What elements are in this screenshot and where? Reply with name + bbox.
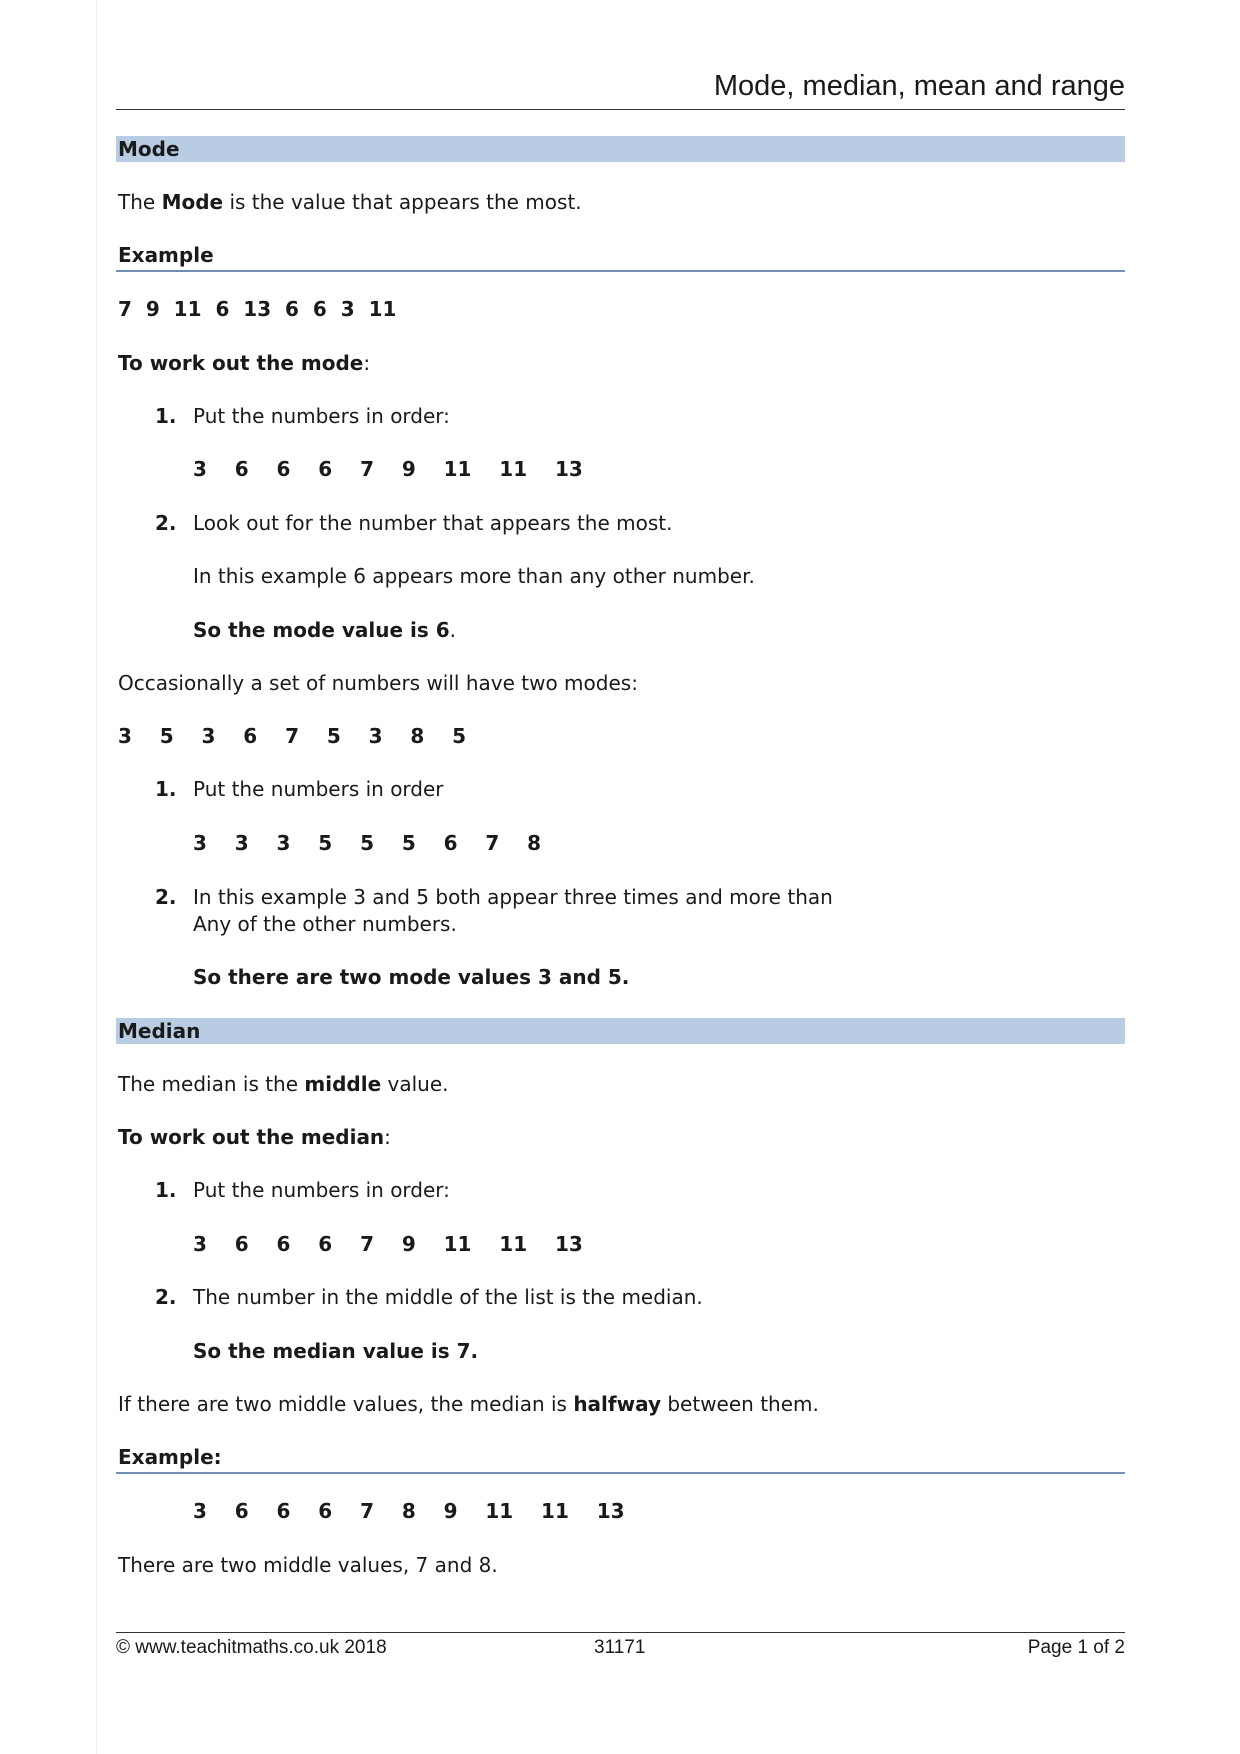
two-modes-step1-text: Put the numbers in order [193,777,444,801]
mode-work-out-colon: : [363,351,371,375]
footer-rule [116,1632,1125,1633]
mode-step1-sequence: 3 6 6 6 7 9 11 11 13 [193,457,583,481]
mode-example-heading: Example [116,242,1125,272]
mode-step2-result [193,617,456,643]
mode-step1-text: Put the numbers in order: [193,404,450,428]
median-two-middle-pre: If there are two middle values, the median is [118,1392,574,1416]
median-definition-pre: The median is the [118,1072,305,1096]
median-step2-result: So the median value is 7. [193,1339,479,1363]
section-heading-median: Median [116,1018,1125,1044]
mode-work-out-label: To work out the mode [118,351,364,375]
median-two-middle-post: between them. [661,1392,819,1416]
median-work-out-heading [118,1124,391,1150]
mode-definition-term: Mode [161,190,224,214]
median-closing: There are two middle values, 7 and 8. [118,1553,498,1577]
median-definition [118,1071,449,1097]
mode-definition-pre: The [118,190,162,214]
two-modes-step2-line2: Any of the other numbers. [193,912,457,936]
median-work-out-label: To work out the median [118,1125,385,1149]
median-definition-term: middle [304,1072,382,1096]
mode-result-text: So the mode value is 6 [193,618,450,642]
mode-step2-number: 2. [155,511,177,535]
median-example-sequence: 3 6 6 6 7 8 9 11 11 13 [193,1499,625,1523]
median-step1-text: Put the numbers in order: [193,1178,450,1202]
mode-definition [118,189,582,215]
footer-page: Page 1 of 2 [1027,1637,1125,1658]
two-modes-step1-number: 1. [155,777,177,801]
two-modes-sequence: 3 5 3 6 7 5 3 8 5 [118,724,467,748]
median-step1-sequence: 3 6 6 6 7 9 11 11 13 [193,1232,583,1256]
median-definition-post: value. [381,1072,449,1096]
median-example-heading: Example: [116,1444,1125,1474]
mode-work-out-heading [118,350,370,376]
median-step2-text: The number in the middle of the list is the median. [193,1285,703,1309]
two-modes-step2-line1: In this example 3 and 5 both appear three times and more than [193,885,833,909]
mode-definition-post: is the value that appears the most. [223,190,582,214]
median-two-middle-term: halfway [573,1392,661,1416]
mode-step2-text: Look out for the number that appears the most. [193,511,673,535]
median-work-out-colon: : [384,1125,391,1149]
footer-copyright: © www.teachitmaths.co.uk 2018 [116,1637,387,1658]
median-two-middle [118,1391,819,1417]
two-modes-intro: Occasionally a set of numbers will have two modes: [118,671,638,695]
section-heading-mode: Mode [116,136,1125,162]
two-modes-step2-number: 2. [155,885,177,909]
mode-result-period: . [449,618,457,642]
footer-code: 31171 [594,1637,646,1658]
mode-step1-number: 1. [155,404,177,428]
median-step2-number: 2. [155,1285,177,1309]
page-title: Mode, median, mean and range [713,70,1125,102]
header-rule [116,109,1125,110]
median-step1-number: 1. [155,1178,177,1202]
two-modes-step1-sequence: 3 3 3 5 5 5 6 7 8 [193,831,542,855]
mode-step2-note: In this example 6 appears more than any other number. [193,564,755,588]
two-modes-result: So there are two mode values 3 and 5. [193,965,630,989]
page-edge [96,0,97,1754]
mode-data-sequence: 7 9 11 6 13 6 6 3 11 [118,297,397,321]
